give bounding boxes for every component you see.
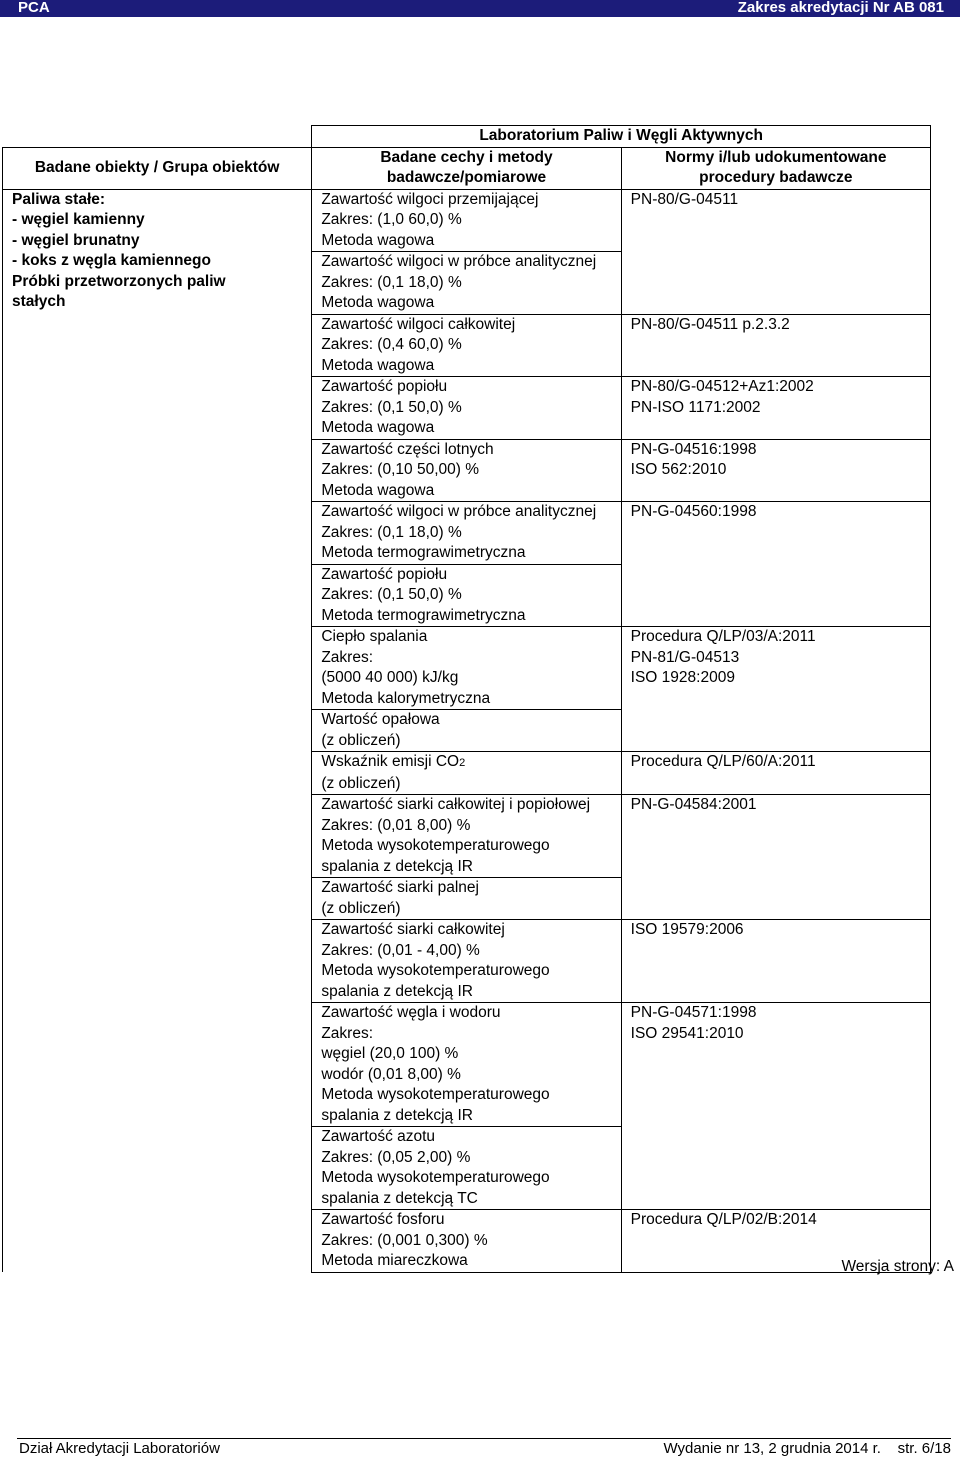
method-line: Zawartość azotu xyxy=(321,1128,436,1145)
method-line: Metoda wysokotemperaturowego xyxy=(321,837,550,854)
norm-line: PN-80/G-04511 xyxy=(630,190,739,208)
method-line: Zawartość fosforu xyxy=(321,1211,445,1228)
method-line: Metoda kalorymetryczna xyxy=(321,689,491,707)
header-doc-title: Zakres akredytacji Nr AB 081 xyxy=(737,0,944,16)
method-line: Metoda termograwimetryczna xyxy=(321,544,526,561)
method-line: Zakres: (0,1 18,0) % xyxy=(321,273,462,291)
col-header-objects: Badane obiekty / Grupa obiektów xyxy=(3,147,312,189)
method-line: Zakres: (0,1 50,0) % xyxy=(321,586,462,603)
method-line: Zakres: (0,1 50,0) % xyxy=(321,398,462,416)
table-row xyxy=(3,189,931,252)
method-line: wodór (0,01 8,00) % xyxy=(321,1065,461,1083)
method-line: (z obliczeń) xyxy=(321,774,401,792)
method-line: Metoda wagowa xyxy=(321,481,435,499)
norms-cell xyxy=(621,377,930,440)
method-line: Wskaźnik emisji CO2 xyxy=(321,753,466,770)
method-line: Ciepło spalania xyxy=(321,628,428,645)
col-header-norms: Normy i/lub udokumentowane procedury badawcze xyxy=(621,147,930,189)
norm-line: ISO 19579:2006 xyxy=(630,921,744,938)
page-version: Wersja strony: A xyxy=(841,1258,954,1275)
objects-cell xyxy=(3,189,312,1272)
norm-line: ISO 29541:2010 xyxy=(630,1024,744,1042)
method-line: spalania z detekcją IR xyxy=(321,982,473,1000)
object-line: - węgiel kamienny xyxy=(12,211,145,228)
norms-cell xyxy=(621,189,930,314)
method-line: Metoda wagowa xyxy=(321,294,435,311)
method-line: (z obliczeń) xyxy=(321,899,401,917)
object-line: - koks z węgla kamiennego xyxy=(12,252,211,269)
method-line: Zawartość siarki całkowitej i popiołowej xyxy=(321,796,591,813)
norm-line: Procedura Q/LP/03/A:2011 xyxy=(630,628,816,645)
method-cell xyxy=(312,502,621,565)
method-cell xyxy=(312,564,621,627)
method-line: Zakres: (0,4 60,0) % xyxy=(321,336,462,353)
method-line: Zawartość siarki palnej xyxy=(321,879,479,896)
method-line: Wartość opałowa xyxy=(321,711,440,728)
col-header-methods: Badane cechy i metody badawcze/pomiarowe xyxy=(312,147,621,189)
norms-cell xyxy=(621,795,930,920)
method-cell xyxy=(312,189,621,252)
method-cell xyxy=(312,920,621,1003)
method-line: spalania z detekcją IR xyxy=(321,1106,473,1124)
accreditation-table xyxy=(2,125,931,1273)
method-line: Zawartość siarki całkowitej xyxy=(321,921,505,938)
method-line: Zakres: (0,10 50,00) % xyxy=(321,461,479,478)
method-cell xyxy=(312,252,621,315)
norm-line: Procedura Q/LP/02/B:2014 xyxy=(630,1211,817,1228)
page-header-bar xyxy=(0,0,960,17)
method-line: Zakres: (0,01 - 4,00) % xyxy=(321,941,480,959)
norm-line: PN-80/G-04512+Az1:2002 xyxy=(630,378,814,395)
norm-line: PN-G-04571:1998 xyxy=(630,1004,757,1021)
method-line: Metoda wagowa xyxy=(321,419,435,436)
method-line: Zakres: xyxy=(321,648,374,666)
method-line: Metoda wysokotemperaturowego xyxy=(321,1169,550,1186)
norms-cell xyxy=(621,439,930,502)
method-cell xyxy=(312,439,621,502)
method-line: Metoda wysokotemperaturowego xyxy=(321,962,550,979)
method-line: Zawartość wilgoci przemijającej xyxy=(321,190,539,208)
method-cell xyxy=(312,795,621,878)
method-line: węgiel (20,0 100) % xyxy=(321,1045,459,1062)
footer-edition: Wydanie nr 13, 2 grudnia 2014 r. str. 6/18 xyxy=(663,1440,951,1457)
norms-cell xyxy=(621,1003,930,1210)
norm-line: ISO 1928:2009 xyxy=(630,669,735,686)
method-cell xyxy=(312,1127,621,1210)
method-line: Zawartość popiołu xyxy=(321,565,448,583)
object-line: Próbki przetworzonych paliw xyxy=(12,272,226,290)
norms-cell xyxy=(621,752,930,795)
method-cell xyxy=(312,627,621,710)
norms-cell xyxy=(621,627,930,752)
norm-line: PN-G-04584:2001 xyxy=(630,796,757,813)
method-line: (5000 40 000) kJ/kg xyxy=(321,669,459,686)
footer-department: Dział Akredytacji Laboratoriów xyxy=(19,1440,220,1457)
method-line: Zakres: xyxy=(321,1024,374,1042)
object-line: - węgiel brunatny xyxy=(12,231,140,249)
method-cell xyxy=(312,752,621,795)
method-cell xyxy=(312,314,621,377)
method-line: Metoda miareczkowa xyxy=(321,1252,468,1269)
method-line: Zawartość wilgoci w próbce analitycznej xyxy=(321,253,597,270)
norms-cell xyxy=(621,920,930,1003)
method-line: Zawartość węgla i wodoru xyxy=(321,1004,501,1021)
method-line: spalania z detekcją IR xyxy=(321,857,473,875)
method-cell xyxy=(312,377,621,440)
norms-cell xyxy=(621,502,930,627)
method-line: Zakres: (1,0 60,0) % xyxy=(321,211,462,228)
method-line: spalania z detekcją TC xyxy=(321,1189,478,1207)
header-org: PCA xyxy=(18,0,50,16)
norm-line: PN-ISO 1171:2002 xyxy=(630,398,761,416)
norm-line: PN-80/G-04511 p.2.3.2 xyxy=(630,315,790,333)
method-line: Zakres: (0,01 8,00) % xyxy=(321,816,471,834)
method-line: Zawartość części lotnych xyxy=(321,440,494,458)
method-line: (z obliczeń) xyxy=(321,731,401,749)
method-cell xyxy=(312,710,621,752)
footer-divider xyxy=(17,1438,951,1439)
object-line: stałych xyxy=(12,293,66,310)
method-line: Metoda termograwimetryczna xyxy=(321,606,526,624)
method-line: Zawartość wilgoci całkowitej xyxy=(321,315,516,333)
norms-cell xyxy=(621,314,930,377)
norm-line: PN-81/G-04513 xyxy=(630,648,740,666)
norm-line: PN-G-04560:1998 xyxy=(630,503,757,520)
method-cell xyxy=(312,1003,621,1127)
norm-line: ISO 562:2010 xyxy=(630,461,727,478)
method-line: Zakres: (0,1 18,0) % xyxy=(321,523,462,541)
method-line: Zakres: (0,05 2,00) % xyxy=(321,1148,471,1166)
norm-line: PN-G-04516:1998 xyxy=(630,440,757,458)
method-line: Zakres: (0,001 0,300) % xyxy=(321,1231,488,1249)
object-line: Paliwa stałe: xyxy=(12,190,106,208)
method-cell xyxy=(312,878,621,920)
lab-title: Laboratorium Paliw i Węgli Aktywnych xyxy=(312,126,931,148)
method-line: Metoda wagowa xyxy=(321,231,435,249)
co2-subscript: 2 xyxy=(459,757,466,769)
method-line: Metoda wagowa xyxy=(321,356,435,374)
method-line: Zawartość popiołu xyxy=(321,378,448,395)
method-cell xyxy=(312,1210,621,1273)
method-line: Metoda wysokotemperaturowego xyxy=(321,1086,550,1103)
method-line: Zawartość wilgoci w próbce analitycznej xyxy=(321,503,597,520)
norm-line: Procedura Q/LP/60/A:2011 xyxy=(630,753,816,770)
